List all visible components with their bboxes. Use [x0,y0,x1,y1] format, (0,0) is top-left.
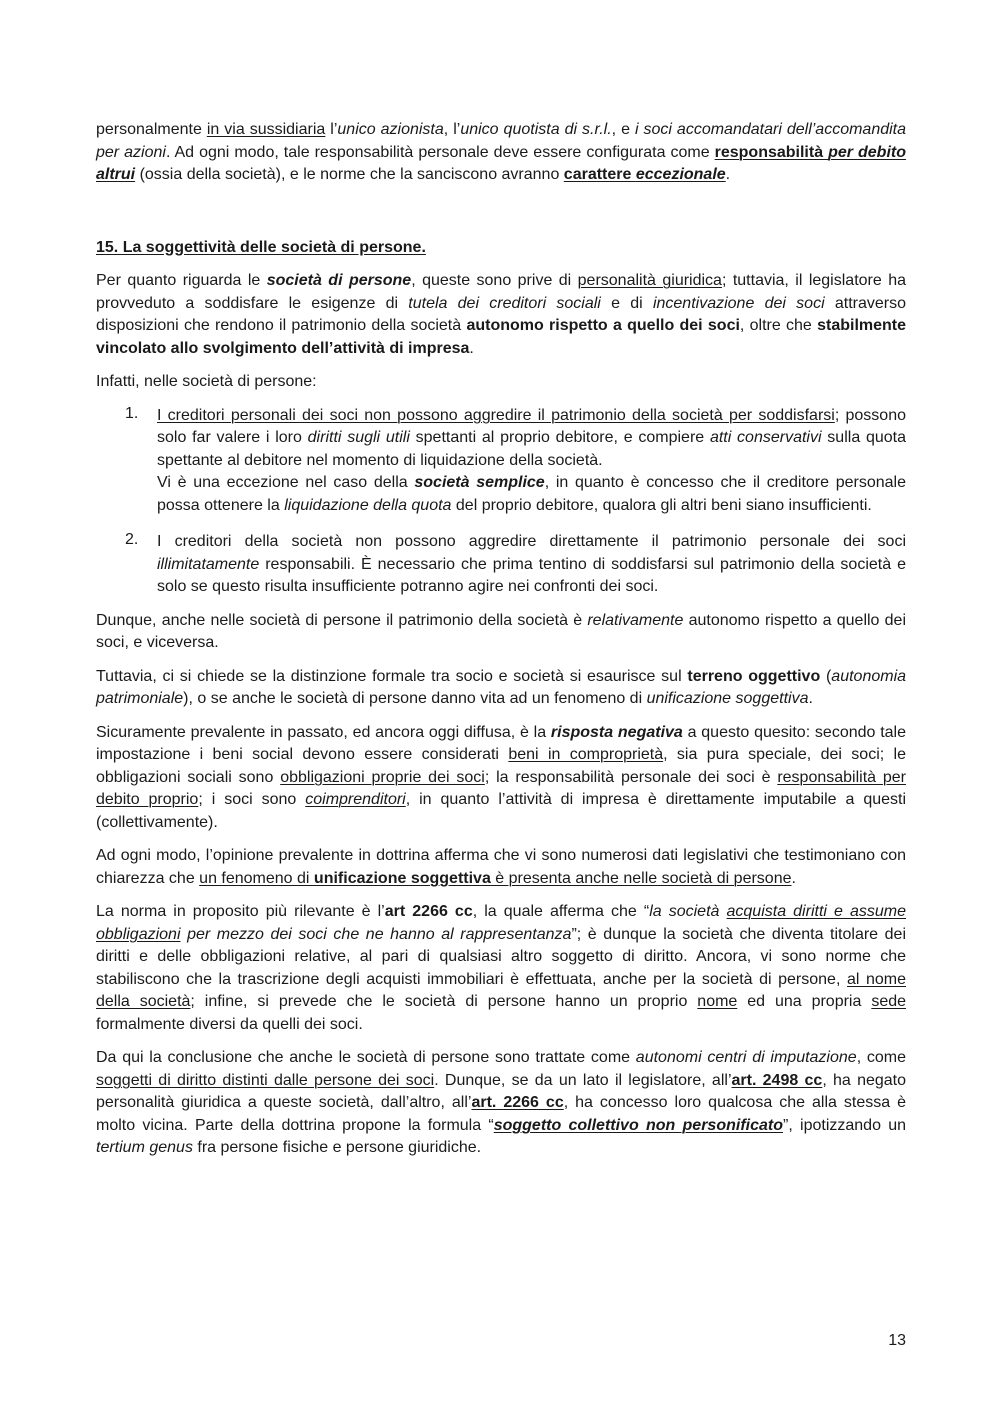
text: autonomo rispetto a quello dei soci [466,317,740,334]
text: ; infine, si prevede che le società di persone hanno un proprio [190,993,698,1010]
text: obbligazioni proprie dei soci [280,768,485,786]
text: atti conservativi [709,429,822,446]
text: la società [649,903,727,920]
text: ), o se anche le società di persone danno vita ad un fenomeno di [183,690,647,707]
text: responsabilità per debito proprio [96,768,907,808]
text: . Ad ogni modo, tale responsabilità personale deve essere configurata come [165,143,715,161]
text: . [808,690,813,707]
text: incentivazione dei soci [652,294,825,312]
text: ; i soci sono [198,791,306,808]
text: coimprenditori [305,791,406,808]
text: . [791,869,796,887]
text: personalmente [96,121,207,138]
text: spettanti al proprio debitore, e compiere [409,429,710,446]
text: formalmente diversi da quelli dei soci. [96,1015,363,1033]
text: tertium genus [96,1139,193,1156]
text [199,870,791,887]
text: Vi è una eccezione nel caso della [157,474,415,491]
text: , la quale afferma che “ [472,903,650,920]
list-item-text [157,472,906,517]
text: stabilmente vincolato allo svolgimento dell’attività di impresa [96,317,907,357]
text: Per quanto riguarda le [96,272,267,289]
text: acquista diritti e assume obbligazioni [96,903,907,943]
text: Ad ogni modo, l’opinione prevalente in dottrina afferma che vi sono numerosi dati legislativi che testimoniano con chiarezza che [96,847,906,887]
paragraph-1 [96,270,906,360]
text: autonomo rispetto a quello dei soci, e viceversa. [96,611,907,651]
text: sulla quota spettante al debitore nel momento di liquidazione della società. [157,429,907,469]
text: beni in comproprietà [508,746,664,763]
text: unico azionista [337,121,444,138]
text: diritti sugli utili [307,429,410,446]
page-number: 13 [888,1332,906,1349]
text: responsabili. È necessario che prima tentino di soddisfarsi sul patrimonio della società e solo se questo risulta insufficiente potranno agire nei confronti dei soci. [157,555,906,595]
paragraph-4 [96,666,906,711]
paragraph-7 [96,901,906,1036]
continuation-paragraph [96,119,906,187]
text: ; la responsabilità personale dei soci è [484,768,778,786]
text: sede [871,993,907,1010]
text: , ha negato personalità giuridica a queste società, dall’altro, all’ [96,1071,907,1111]
text: (ossia della società), e le norme che la sanciscono avranno [135,166,564,183]
paragraph-8 [96,1047,906,1160]
list-number: 2. [125,531,139,548]
text: i soci accomandatari dell’accomandita per azioni [96,121,907,161]
text: personalità giuridica [577,272,722,289]
text: è presenta anche nelle società di persone [490,869,792,887]
text: risposta negativa [550,723,683,741]
text: soggetto collettivo non personificato [493,1116,783,1134]
text: art. 2498 cc [731,1071,823,1089]
text: nome [697,993,738,1010]
text: liquidazione della quota [284,496,452,514]
text: eccezionale [635,166,726,183]
text: , ha concesso loro qualcosa che alla stessa è molto vicina. Parte della dottrina propone la formula “ [96,1094,907,1134]
text: art 2266 cc [384,903,473,920]
text: , sia pura speciale, dei soci; le obbligazioni sociali sono [96,746,907,786]
text: ”; è dunque la società che diventa titolare dei diritti e delle obbligazioni relative, al pari di qualsiasi altro soggetto di diritto. Ancora, vi sono norme che stabiliscono che la trascrizione degli acquisti immobiliari è effettuata, anche per la società di persone, [96,925,906,988]
text [564,166,726,183]
text: Tuttavia, ci si chiede se la distinzione formale tra socio e società si esaurisce sul [96,667,688,685]
text: per debito altrui [96,143,907,183]
list-item-2 [96,531,906,599]
text: carattere [563,166,636,183]
text: società di persone [266,272,412,289]
text: relativamente [587,611,684,629]
text: unico quotista di s.r.l. [460,121,612,138]
text: . [469,339,474,357]
text: Dunque, anche nelle società di persone il patrimonio della società è [96,611,588,629]
text: società semplice [414,474,545,491]
paragraph-5 [96,722,906,835]
text: l’ [325,121,338,138]
text: ”, ipotizzando un [783,1116,907,1134]
text: attraverso disposizioni che rendono il patrimonio della società [96,294,907,334]
text: autonomia patrimoniale [96,667,907,707]
text: autonomi centri di imputazione [635,1049,857,1066]
text: fra persone fisiche e persone giuridiche. [192,1139,482,1156]
text: , come [856,1049,906,1066]
text: . [725,166,731,183]
text: , queste sono prive di [411,272,578,289]
text: in via sussidiaria [206,121,326,138]
text: ; tuttavia, il legislatore ha provveduto a soddisfare le esigenze di [96,272,906,312]
text: terreno oggettivo [687,667,821,685]
text: ed una propria [737,993,872,1010]
list-item-text [157,405,906,473]
text: Da qui la conclusione che anche le società di persone sono trattate come [96,1049,636,1066]
text: un fenomeno di [199,869,314,887]
text: La norma in proposito più rilevante è l’ [96,903,385,920]
text: ; possono solo far valere i loro [157,406,906,446]
text: I creditori della società non possono aggredire direttamente il patrimonio personale dei soci [157,533,906,550]
paragraph-6 [96,845,906,890]
text: illimitatamente [157,555,260,573]
text: , e [611,121,635,138]
list-number: 1. [125,404,139,422]
text: , in quanto è concesso che il creditore personale possa ottenere la [157,474,906,514]
list-item-1 [96,405,906,518]
page-content [96,119,906,1160]
text: del proprio debitore, qualora gli altri beni siano insufficienti. [451,496,872,514]
text: art. 2266 cc [471,1094,564,1111]
text: soggetti di diritto distinti dalle persone dei soci [96,1071,435,1089]
text: unificazione soggettiva [646,690,809,707]
text: e di [600,294,653,312]
text: per mezzo dei soci che ne hanno al rappresentanza [180,925,572,943]
section-heading: 15. La soggettività delle società di persone. [96,238,426,256]
text: I creditori personali dei soci non possono aggredire il patrimonio della società per soddisfarsi [157,406,835,424]
text: responsabilità [714,143,829,161]
text: ( [820,667,832,685]
text: al nome della società [96,970,907,1010]
text: , in quanto l’attività di impresa è direttamente imputabile a questi (collettivamente). [96,791,907,831]
text: . Dunque, se da un lato il legislatore, all’ [434,1071,732,1089]
text: , oltre che [739,317,818,334]
text: a questo quesito: secondo tale impostazione i beni social devono essere considerati [96,723,906,763]
list-item-text [157,531,906,599]
text: tutela dei creditori sociali [408,294,601,312]
paragraph-3 [96,610,906,655]
text: Sicuramente prevalente in passato, ed ancora oggi diffusa, è la [96,723,551,741]
text: , l’ [443,121,461,138]
paragraph-2: Infatti, nelle società di persone: [96,373,317,390]
text: unificazione soggettiva [313,869,491,887]
